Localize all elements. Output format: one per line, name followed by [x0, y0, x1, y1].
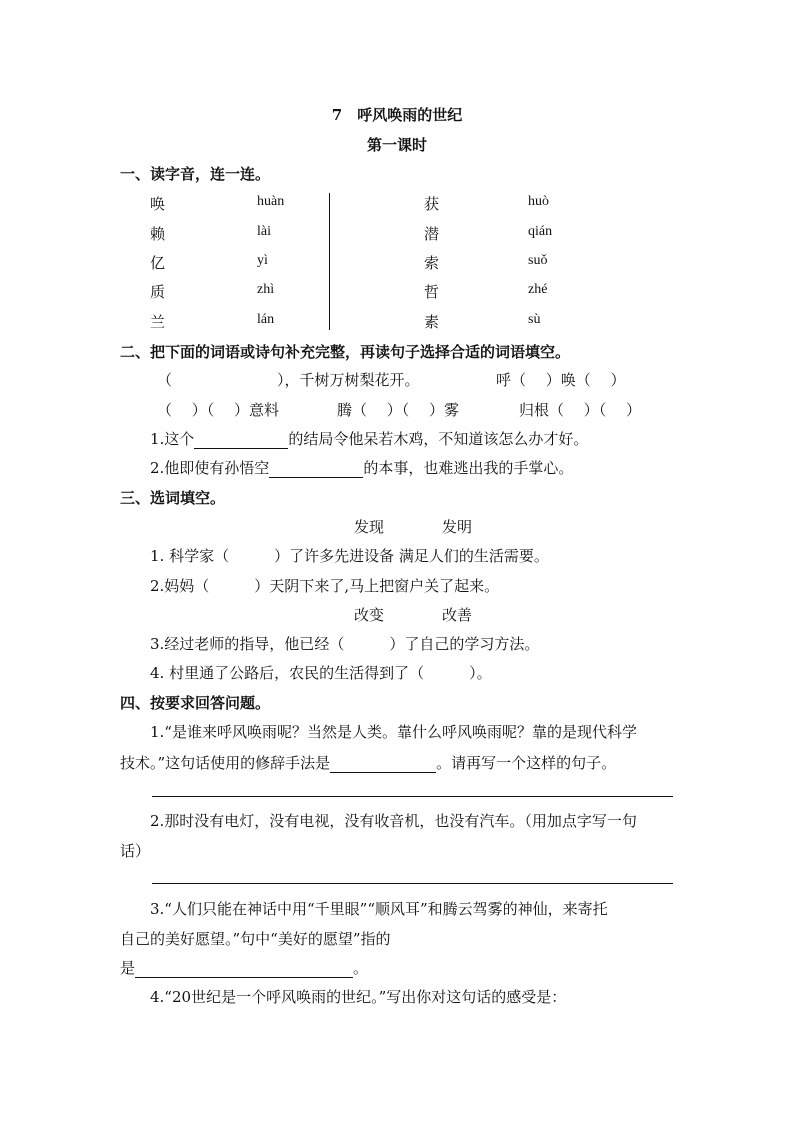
answer-blank[interactable]	[135, 961, 353, 978]
word-choice: 改善	[442, 606, 473, 624]
idiom-fill-blank[interactable]: 腾（ ）（ ）雾	[337, 401, 460, 419]
question-text: 4.“20世纪是一个呼风唤雨的世纪。”写出你对这句话的感受是：	[150, 988, 567, 1006]
poem-fill-blank[interactable]: （ ），千树万树梨花开。	[157, 371, 420, 389]
match-char: 唤	[150, 195, 166, 213]
column-divider	[329, 193, 330, 330]
match-char: 质	[150, 283, 166, 301]
question-text: 的结局令他呆若木鸡，不知道该怎么办才好。	[288, 430, 589, 448]
question-text: 的本事，也难逃出我的手掌心。	[363, 459, 574, 477]
question-text: 2.他即使有孙悟空	[150, 459, 270, 477]
answer-line[interactable]	[152, 883, 673, 884]
question-text: 。	[353, 959, 369, 977]
section-1-heading: 一、读字音，连一连。	[120, 165, 271, 183]
match-char: 素	[424, 313, 440, 331]
question-text: 3.“人们只能在神话中用“千里眼”“顺风耳”和腾云驾雾的神仙，来寄托	[150, 900, 608, 918]
page-subtitle: 第一课时	[366, 136, 427, 154]
match-pinyin: zhì	[257, 282, 275, 297]
answer-blank[interactable]	[269, 461, 363, 478]
match-char: 哲	[424, 283, 440, 301]
match-char: 兰	[150, 313, 166, 331]
match-pinyin: qián	[528, 224, 553, 239]
question-text: 。请再写一个这样的句子。	[436, 754, 617, 772]
choice-question[interactable]: 1. 科学家（ ）了许多先进设备 满足人们的生活需要。	[150, 547, 549, 565]
word-choice: 发现	[354, 518, 385, 536]
match-pinyin: huàn	[257, 194, 285, 209]
word-choice: 改变	[354, 606, 385, 624]
match-char: 赖	[150, 225, 166, 243]
match-pinyin: lán	[257, 312, 275, 327]
idiom-fill-blank[interactable]: 归根（ ）（ ）	[519, 401, 642, 419]
answer-blank[interactable]	[330, 756, 436, 773]
match-char: 获	[424, 195, 440, 213]
section-4-heading: 四、按要求回答问题。	[120, 694, 271, 712]
question-row	[150, 457, 573, 478]
answer-blank[interactable]	[194, 432, 288, 449]
match-char: 索	[424, 254, 440, 272]
question-text: 话）	[120, 842, 151, 860]
question-text: 1.“是谁来呼风唤雨呢？当然是人类。靠什么呼风唤雨呢？靠的是现代科学	[150, 723, 637, 741]
match-pinyin: suǒ	[528, 253, 548, 268]
match-pinyin: huò	[528, 194, 549, 209]
choice-question[interactable]: 2.妈妈（ ）天阴下来了,马上把窗户关了起来。	[150, 577, 500, 595]
section-3-heading: 三、选词填空。	[120, 489, 226, 507]
question-text: 自己的美好愿望。”句中“美好的愿望”指的	[120, 930, 391, 948]
match-pinyin: yì	[257, 253, 268, 268]
question-text: 2.那时没有电灯，没有电视，没有收音机，也没有汽车。（用加点字写一句	[150, 812, 637, 830]
choice-question[interactable]: 4. 村里通了公路后，农民的生活得到了（ ）。	[150, 664, 492, 682]
idiom-fill-blank[interactable]: 呼（ ）唤（ ）	[496, 371, 626, 389]
question-row	[120, 957, 368, 978]
question-text: 技术。”这句话使用的修辞手法是	[120, 754, 331, 772]
match-char: 亿	[150, 254, 166, 272]
section-2-heading: 二、把下面的词语或诗句补充完整，再读句子选择合适的词语填空。	[120, 343, 571, 361]
word-choice: 发明	[442, 518, 473, 536]
question-row	[120, 752, 616, 773]
question-text: 1.这个	[150, 430, 195, 448]
match-pinyin: lài	[257, 224, 271, 239]
question-text: 是	[120, 959, 136, 977]
match-pinyin: zhé	[528, 282, 548, 297]
answer-line[interactable]	[152, 796, 673, 797]
match-char: 潜	[424, 225, 440, 243]
match-pinyin: sù	[528, 312, 541, 327]
idiom-fill-blank[interactable]: （ ）（ ）意料	[157, 401, 280, 419]
question-row	[150, 428, 588, 449]
page-title: 7 呼风唤雨的世纪	[331, 106, 463, 124]
choice-question[interactable]: 3.经过老师的指导，他已经（ ）了自己的学习方法。	[150, 635, 540, 653]
